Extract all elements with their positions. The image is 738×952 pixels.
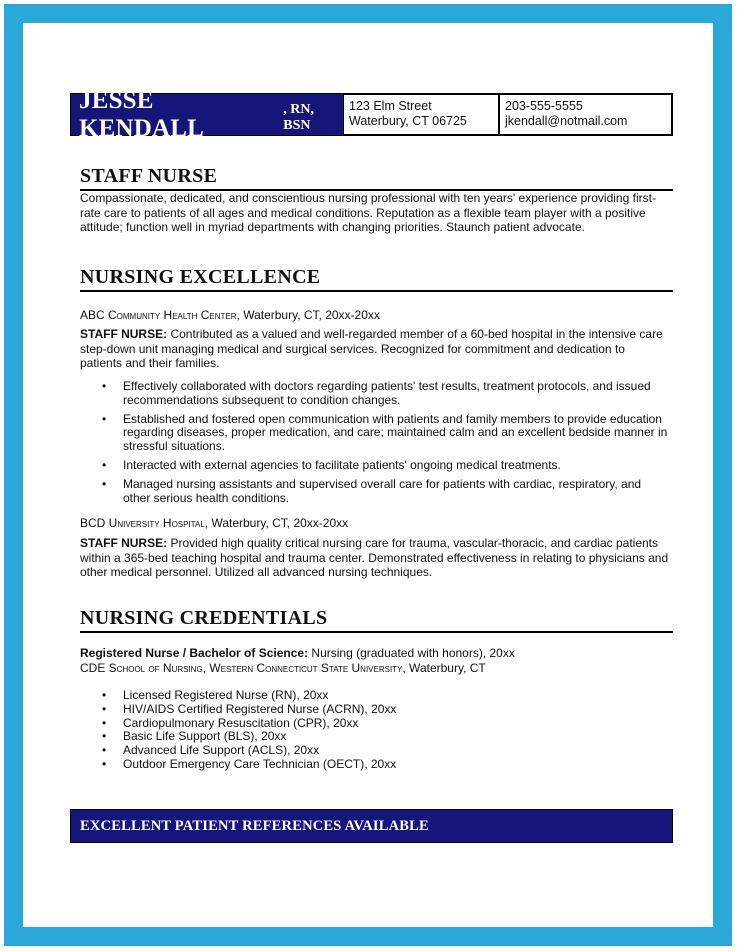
list-item: • Basic Life Support (BLS), 20xx [80, 730, 670, 744]
experience-title: NURSING EXCELLENCE [80, 266, 673, 292]
list-item: • Licensed Registered Nurse (RN), 20xx [80, 689, 670, 703]
job-1-heading [80, 308, 670, 323]
summary-title: STAFF NURSE [80, 165, 673, 191]
school-line [80, 661, 670, 676]
school-name: CDE School of Nursing, Western Connecticut State University [80, 661, 403, 675]
job-2-employer: BCD University Hospital [80, 516, 205, 530]
job-2-heading [80, 516, 670, 531]
references-text: EXCELLENT PATIENT REFERENCES AVAILABLE [80, 817, 429, 834]
job-1-bullets [80, 380, 670, 510]
degree-name: Registered Nurse / Bachelor of Science: [80, 646, 309, 660]
school-location: , Waterbury, CT [402, 661, 486, 675]
list-item: • Effectively collaborated with doctors regarding patients' test results, treatment protocols, and issued recommendations subsequent to condition changes. [80, 380, 670, 408]
certifications-list [80, 689, 670, 772]
references-banner [70, 809, 673, 843]
resume-page [23, 23, 713, 927]
email-address: jkendall@notmail.com [505, 114, 628, 128]
job-2-role: STAFF NURSE: [80, 536, 168, 550]
job-1-text: Contributed as a valued and well-regarded member of a 60-bed hospital in the intensive care step-down unit managing medical and surgical services. Recognized for commitment and dedication to patients and their families. [80, 327, 663, 371]
address-block [344, 93, 500, 136]
list-item: • Established and fostered open communication with patients and family members to provide education regarding diseases, proper medication, and care; maintained calm and an excellent bedside manner in stressful situations. [80, 413, 670, 454]
degree-line [80, 646, 670, 661]
page-frame [4, 4, 732, 946]
contact-block [500, 93, 673, 136]
name-banner [70, 86, 344, 142]
candidate-name: JESSE KENDALL [79, 86, 205, 142]
address-line-1: 123 Elm Street [349, 99, 432, 113]
job-1-location: , Waterbury, CT, 20xx-20xx [236, 308, 380, 322]
address-line-2: Waterbury, CT 06725 [349, 114, 467, 128]
job-1-employer: ABC Community Health Center [80, 308, 237, 322]
list-item: • Cardiopulmonary Resuscitation (CPR), 20xx [80, 717, 670, 731]
list-item: • HIV/AIDS Certified Registered Nurse (ACRN), 20xx [80, 703, 670, 717]
phone-number: 203-555-5555 [505, 99, 583, 113]
list-item: • Managed nursing assistants and supervised overall care for patients with cardiac, respiratory, and other serious health conditions. [80, 478, 670, 506]
job-1-description [80, 327, 670, 371]
list-item: • Advanced Life Support (ACLS), 20xx [80, 744, 670, 758]
list-item: • Outdoor Emergency Care Technician (OECT), 20xx [80, 758, 670, 772]
credentials-title: NURSING CREDENTIALS [80, 607, 673, 633]
list-item: • Interacted with external agencies to facilitate patients' ongoing medical treatments. [80, 459, 670, 473]
job-2-description [80, 536, 670, 580]
job-2-text: Provided high quality critical nursing care for trauma, vascular-thoracic, and cardiac patients within a 365-bed teaching hospital and trauma center. Demonstrated effectiveness in relating to physicians and other medical personnel. Utilized all advanced nursing techniques. [80, 536, 669, 580]
job-2-location: , Waterbury, CT, 20xx-20xx [204, 516, 349, 530]
candidate-credentials: , RN, BSN [283, 101, 315, 133]
degree-detail: Nursing (graduated with honors), 20xx [308, 646, 515, 660]
summary-text: Compassionate, dedicated, and conscientious nursing professional with ten years' experience providing first-rate care to patients of all ages and medical conditions. Reputation as a flexible team player with a positive attitude; function well in myriad departments with changing priorities. Staunch patient advocate. [80, 191, 656, 235]
job-1-role: STAFF NURSE: [80, 327, 168, 341]
resume-header [70, 86, 673, 142]
